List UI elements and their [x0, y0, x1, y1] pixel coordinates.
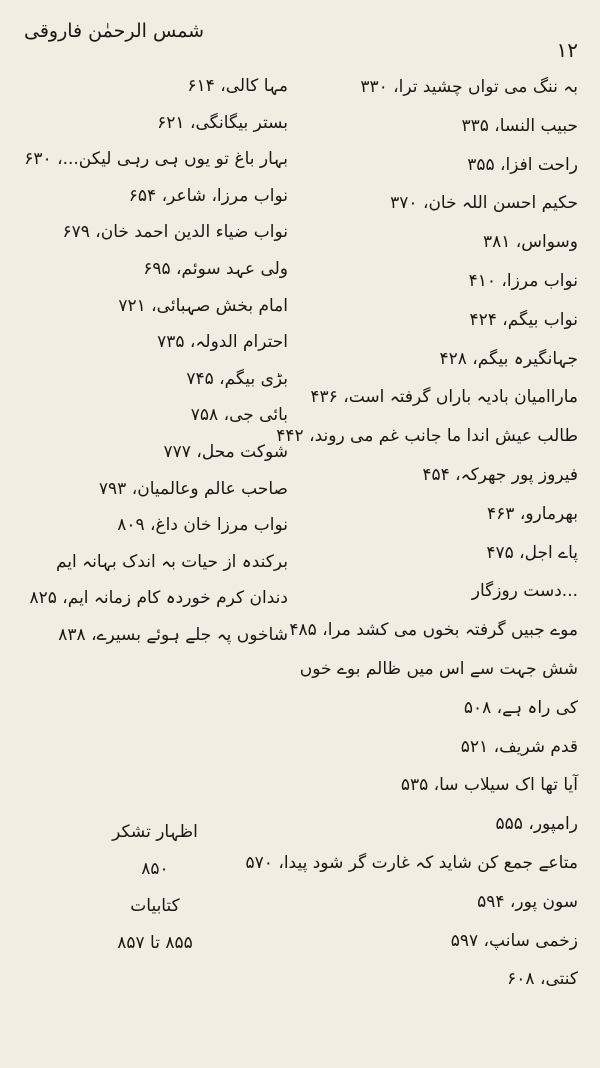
- contents-entry: برکندہ از حیات بہ اندک بہانہ ایم: [55, 551, 288, 572]
- acknowledgements-heading: اظہار تشکر: [112, 822, 198, 842]
- contents-entry: وسواس، ۳۸۱: [482, 232, 578, 253]
- contents-entry: صاحب عالم وعالمیان، ۷۹۳: [98, 478, 288, 499]
- contents-entry: بھرمارو، ۴۶۳: [487, 503, 578, 524]
- contents-entry: نواب مرزا، ۴۱۰: [468, 270, 578, 291]
- contents-entry: کی راہ ہے، ۵۰۸: [463, 697, 578, 718]
- contents-entry: بہار باغ تو یوں ہی رہی لیکن...، ۶۳۰: [24, 149, 288, 170]
- contents-entry: بہ ننگ می تواں چشید ترا، ۳۳۰: [360, 77, 578, 97]
- contents-entry: متاعے جمع کن شاید کہ غارت گر شود پیدا، ۵۷۰: [245, 852, 578, 873]
- contents-entry: شوکت محل، ۷۷۷: [163, 441, 288, 462]
- contents-entry: مہا کالی، ۶۱۴: [187, 76, 288, 96]
- back-matter-list: [90, 814, 220, 962]
- contents-entry: رامپور، ۵۵۵: [495, 814, 578, 835]
- contents-entry: ولی عہد سوئم، ۶۹۵: [143, 258, 288, 279]
- contents-entry: سون پور، ۵۹۴: [477, 891, 578, 912]
- contents-entry: نواب مرزا خان داغ، ۸۰۹: [117, 515, 288, 536]
- contents-entry: زخمی سانپ، ۵۹۷: [450, 930, 578, 951]
- contents-entry: حکیم احسن اللہ خان، ۳۷۰: [390, 193, 578, 214]
- page-number: ۱۲: [556, 38, 578, 62]
- contents-entry: قدم شریف، ۵۲۱: [460, 736, 578, 757]
- contents-entry: بڑی بیگم، ۷۴۵: [186, 368, 288, 389]
- contents-entry: بستر بیگانگی، ۶۲۱: [157, 112, 288, 133]
- contents-entry: راحت افزا، ۳۵۵: [467, 154, 578, 175]
- contents-entry: احترام الدولہ، ۷۳۵: [157, 332, 288, 353]
- contents-entry: پاے اجل، ۴۷۵: [486, 542, 578, 563]
- contents-entry: شش جہت سے اس میں ظالم بوے خوں: [299, 658, 578, 679]
- contents-entry: موے جبیں گرفتہ بخوں می کشد مرا، ۴۸۵: [289, 620, 578, 641]
- contents-entry: شاخوں پہ جلے ہوئے بسیرے، ۸۳۸: [58, 624, 288, 645]
- contents-entry: حبیب النسا، ۳۳۵: [461, 115, 578, 136]
- contents-column-left: [8, 68, 288, 654]
- contents-entry: نواب ضیاء الدین احمد خان، ۶۷۹: [62, 222, 288, 243]
- contents-entry: آیا تھا اک سیلاب سا، ۵۳۵: [400, 775, 578, 796]
- contents-entry: کنتی، ۶۰۸: [507, 969, 578, 990]
- contents-column-right: [245, 68, 578, 999]
- contents-entry: دندان کرم خوردہ کام زمانہ ایم، ۸۲۵: [29, 588, 288, 609]
- contents-entry: نواب بیگم، ۴۲۴: [469, 309, 578, 330]
- contents-entry: طالب عیش اندا ما جانب غم می روند، ۴۴۲: [276, 426, 578, 447]
- running-title: شمس الرحمٰن فاروقی: [24, 20, 205, 42]
- contents-entry: فیروز پور جھرکہ، ۴۵۴: [422, 464, 578, 485]
- contents-entry: امام بخش صہبائی، ۷۲۱: [118, 295, 288, 316]
- acknowledgements-page: ۸۵۰: [141, 859, 169, 879]
- contents-entry: نواب مرزا، شاعر، ۶۵۴: [128, 185, 288, 206]
- contents-entry: ...دست روزگار: [471, 581, 578, 602]
- contents-entry: جہانگیرہ بیگم، ۴۲۸: [439, 348, 578, 369]
- contents-entry: ماراامیان بادیہ باراں گرفتہ است، ۴۳۶: [310, 387, 578, 408]
- bibliography-heading: کتابیات: [130, 896, 180, 916]
- contents-entry: بائی جی، ۷۵۸: [190, 405, 288, 426]
- bibliography-pages: ۸۵۵ تا ۸۵۷: [117, 933, 193, 953]
